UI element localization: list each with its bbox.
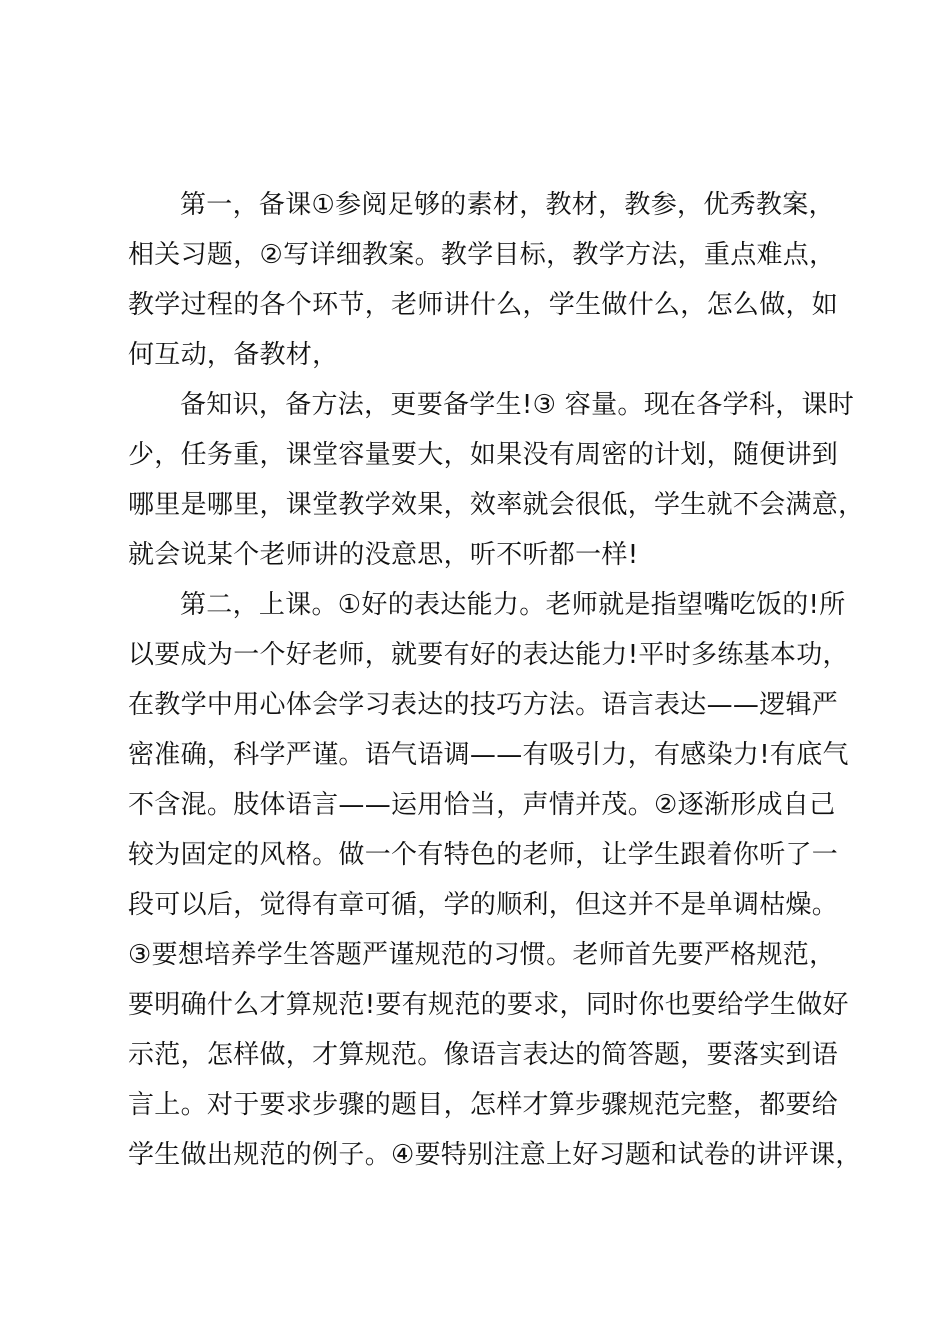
text-line: 教学过程的各个环节，老师讲什么，学生做什么，怎么做，如	[128, 290, 839, 320]
text-line: 第二，上课。①好的表达能力。老师就是指望嘴吃饭的!所	[180, 590, 846, 620]
text-line: 哪里是哪里，课堂教学效果，效率就会很低，学生就不会满意，	[128, 490, 865, 520]
paragraph-teaching	[128, 580, 862, 1180]
text-line: 示范，怎样做，才算规范。像语言表达的简答题，要落实到语	[128, 1040, 839, 1070]
text-line: 学生做出规范的例子。④要特别注意上好习题和试卷的讲评课，	[128, 1140, 862, 1170]
text-line: ③要想培养学生答题严谨规范的习惯。老师首先要严格规范，	[128, 940, 836, 970]
paragraph-prep-knowledge	[128, 380, 865, 580]
text-line: 密准确，科学严谨。语气语调——有吸引力，有感染力!有底气	[128, 740, 849, 770]
text-line: 备知识，备方法，更要备学生!③ 容量。现在各学科，课时	[180, 390, 855, 420]
text-line: 段可以后，觉得有章可循，学的顺利，但这并不是单调枯燥。	[128, 890, 839, 920]
document-body	[128, 180, 865, 1180]
text-line: 较为固定的风格。做一个有特色的老师，让学生跟着你听了一	[128, 840, 839, 870]
text-line: 何互动，备教材，	[128, 340, 339, 370]
text-line: 要明确什么才算规范!要有规范的要求，同时你也要给学生做好	[128, 990, 849, 1020]
text-line: 少，任务重，课堂容量要大，如果没有周密的计划，随便讲到	[128, 440, 839, 470]
text-line: 言上。对于要求步骤的题目，怎样才算步骤规范完整，都要给	[128, 1090, 839, 1120]
text-line: 不含混。肢体语言——运用恰当，声情并茂。②逐渐形成自己	[128, 790, 836, 820]
text-line: 相关习题，②写详细教案。教学目标，教学方法，重点难点，	[128, 240, 836, 270]
text-line: 在教学中用心体会学习表达的技巧方法。语言表达——逻辑严	[128, 690, 839, 720]
text-line: 以要成为一个好老师，就要有好的表达能力!平时多练基本功，	[128, 640, 849, 670]
text-line: 第一，备课①参阅足够的素材，教材，教参，优秀教案，	[180, 190, 835, 220]
text-line: 就会说某个老师讲的没意思，听不听都一样!	[128, 540, 639, 570]
paragraph-lesson-prep	[128, 180, 858, 380]
